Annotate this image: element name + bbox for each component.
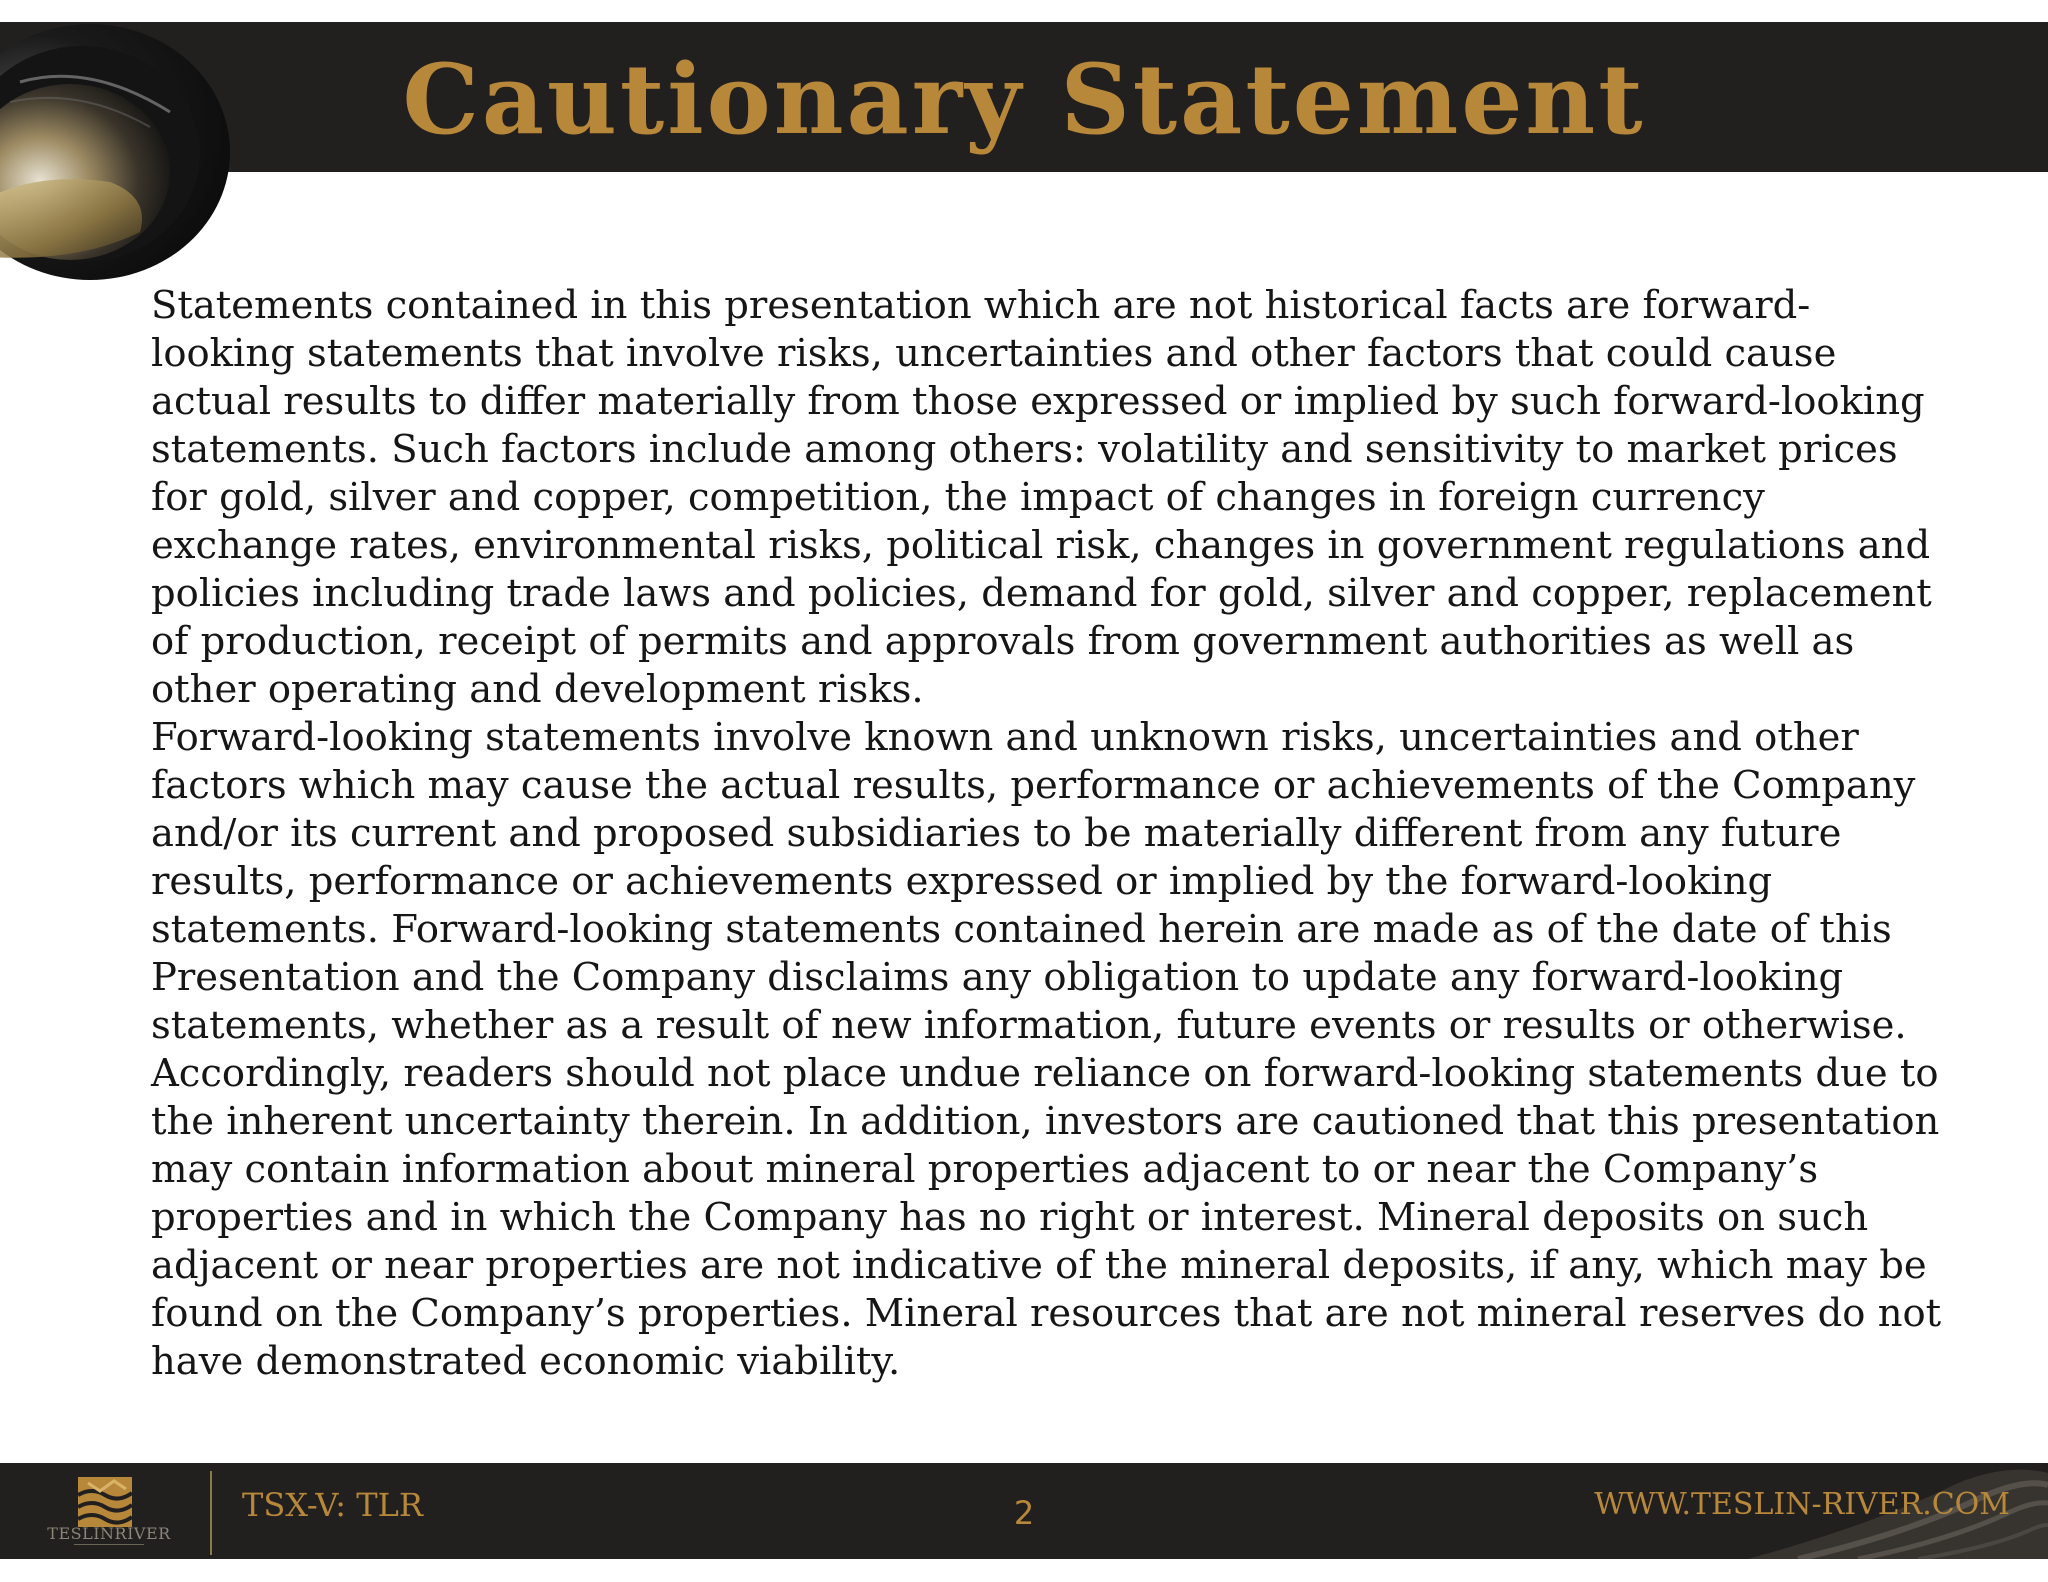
cautionary-text [151,282,1951,1386]
page-number: 2 [1013,1494,1035,1532]
stock-ticker: TSX-V: TLR [242,1486,423,1524]
website-link[interactable]: WWW.TESLIN-RIVER.COM [1594,1487,2010,1522]
footer-divider [210,1471,212,1555]
paragraph-forward-looking: Forward-looking statements involve known and unknown risks, uncertainties and other factors which may cause the actual results, performance or achievements of the Company and/or its current and proposed subsidiaries to be materially different from any future results, performance or achievements expressed or implied by the forward-looking statements. Forward-looking statements contained herein are made as of the date of this Presentation and the Company disclaims any obligation to update any forward-looking statements, whether as a result of new information, future events or results or otherwise. Accordingly, readers should not place undue reliance on forward-looking statements due to the inherent uncertainty therein. In addition, investors are cautioned that this presentation may contain information about mineral properties adjacent to or near the Company’s properties and in which the Company has no right or interest. Mineral deposits on such adjacent or near properties are not indicative of the mineral deposits, if any, which may be found on the Company’s properties. Mineral resources that are not mineral reserves do not have demonstrated economic viability. [151,715,1942,1384]
teslin-river-logo-icon [78,1477,132,1527]
footer-band [0,1463,2048,1559]
page-title: Cautionary Statement [402,43,1646,156]
paragraph-risk-factors: Statements contained in this presentation which are not historical facts are forward-looking statements that involve risks, uncertainties and other factors that could cause actual results to differ materially from those expressed or implied by such forward-looking statements. Such factors include among others: volatility and sensitivity to market prices for gold, silver and copper, competition, the impact of changes in foreign currency exchange rates, environmental risks, political risk, changes in government regulations and policies including trade laws and policies, demand for gold, silver and copper, replacement of production, receipt of permits and approvals from government authorities as well as other operating and development risks. [151,283,1932,712]
logo-text: TESLINRIVER [47,1524,171,1543]
logo-subtitle-line [44,1543,174,1546]
